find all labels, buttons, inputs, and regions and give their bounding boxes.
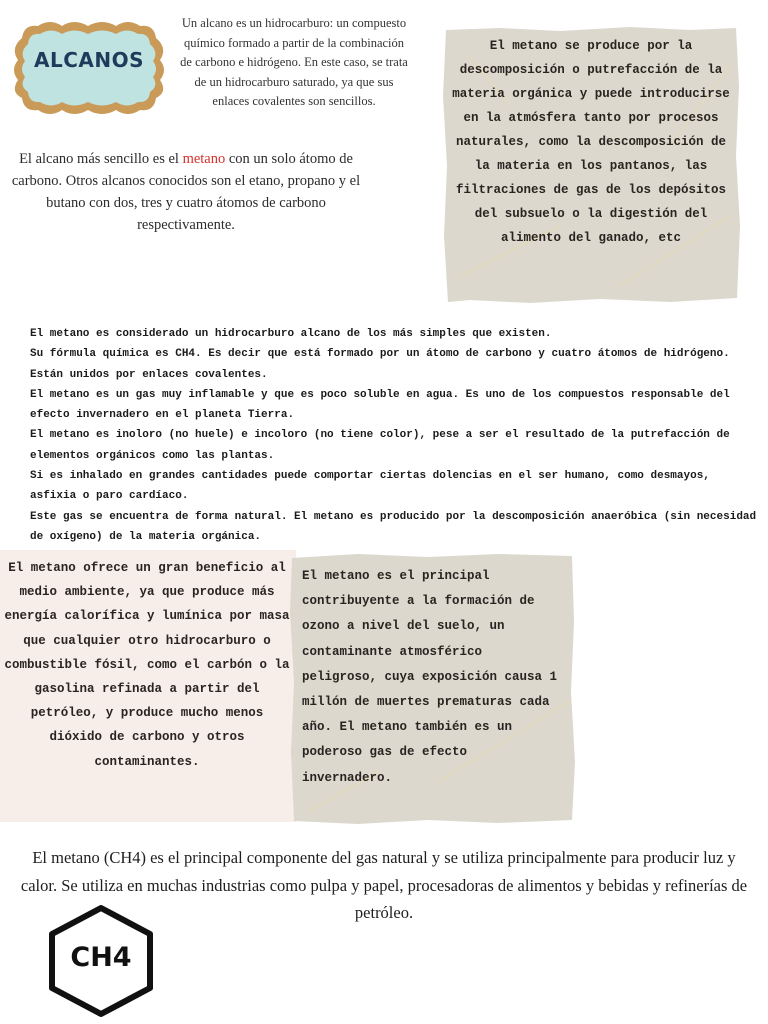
fact-item: Este gas se encuentra de forma natural. El metano es producido por la descomposición anaeróbica (sin necesidad de oxígeno) de la materia orgánica. bbox=[30, 510, 757, 543]
intro-paragraph: Un alcano es un hidrocarburo: un compuesto químico formado a partir de la combinación de carbono e hidrógeno. En este caso, se trata de un hidrocarburo saturado, ya que sus enlaces covalentes son sencillos. bbox=[180, 16, 408, 108]
fact-item: El metano es considerado un hidrocarburo alcano de los más simples que existen. bbox=[30, 328, 552, 340]
fact-item: El metano es un gas muy inflamable y que es poco soluble en agua. Es uno de los compuestos responsable del efecto invernadero en el planeta Tierra. bbox=[30, 388, 730, 422]
origin-box-text: El metano se produce por la descomposición o putrefacción de la materia orgánica y puede introducirse en la atmósfera tanto por procesos naturales, como la descomposición de la materia en los pantanos, las filtraciones de gas de los depósitos del subsuelo o la digestión del alimento del ganado, etc bbox=[452, 39, 730, 245]
fact-item: Su fórmula química es CH4. Es decir que está formado por un átomo de carbono y cuatro átomos de hidrógeno. Están unidos por enlaces covalentes. bbox=[30, 348, 730, 381]
benefit-box-text: El metano ofrece un gran beneficio al medio ambiente, ya que produce más energía calorífica y lumínica por masa que cualquier otro hidrocarburo o combustible fósil, como el carbón o la gasolina refinada a partir del petróleo, y produce mucho menos dióxido de carbono y otros contaminantes. bbox=[4, 561, 290, 769]
closing-paragraph: El metano (CH4) es el principal componente del gas natural y se utiliza principalmente para producir luz y calor. Se utiliza en muchas industrias como pulpa y papel, procesadoras de alimentos y bebidas y refinerías de petróleo. bbox=[20, 848, 748, 922]
methane-highlight: metano bbox=[182, 151, 226, 167]
fact-item: El metano es inoloro (no huele) e incoloro (no tiene color), pese a ser el resultado de la putrefacción de elementos orgánicos como las plantas. bbox=[30, 429, 730, 462]
ozone-box-text: El metano es el principal contribuyente a la formación de ozono a nivel del suelo, un contaminante atmosférico peligroso, cuya exposición causa 1 millón de muertes prematuras cada año. El metano también es un poderoso gas de efecto invernadero. bbox=[302, 569, 558, 785]
formula-badge: CH4 bbox=[70, 942, 132, 973]
simplest-text-after: con un solo átomo de carbono. Otros alcanos conocidos son el etano, propano y el butano con dos, tres y cuatro átomos de carbono respectivamente. bbox=[11, 151, 361, 233]
fact-item: Si es inhalado en grandes cantidades puede comportar ciertas dolencias en el ser humano, como desmayos, asfixia o paro cardíaco. bbox=[30, 470, 710, 503]
page-title: ALCANOS bbox=[33, 48, 145, 72]
simplest-alkane-paragraph bbox=[4, 148, 368, 236]
simplest-text-before: El alcano más sencillo es el bbox=[19, 151, 183, 167]
facts-list bbox=[30, 324, 760, 547]
